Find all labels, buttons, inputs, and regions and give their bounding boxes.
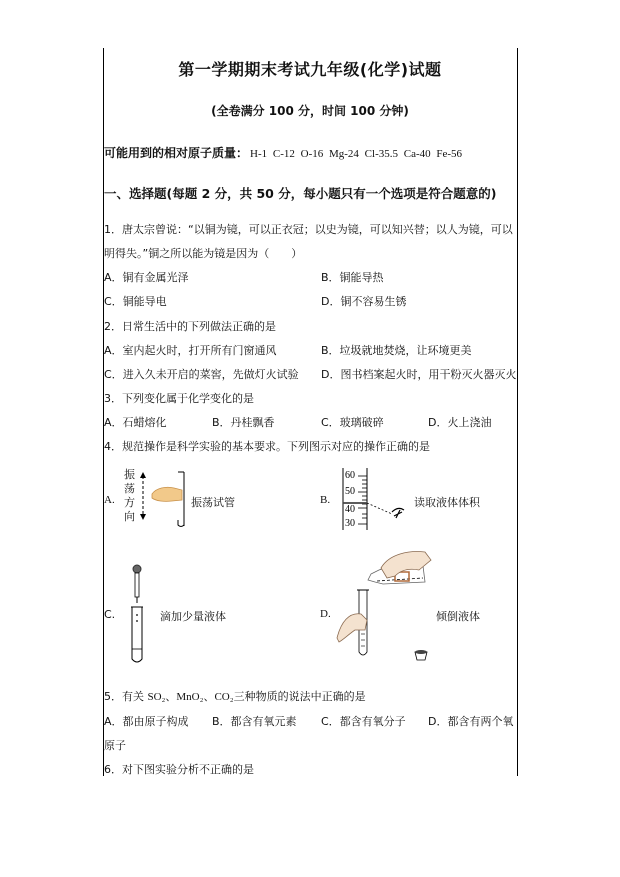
question-text: 对下图实验分析不正确的是 bbox=[122, 763, 254, 776]
q1-option-a bbox=[104, 269, 189, 285]
option-text: 丹桂飘香 bbox=[230, 416, 275, 429]
q2-option-d bbox=[321, 366, 516, 382]
question-1 bbox=[104, 221, 513, 237]
note-char: 振 bbox=[124, 468, 135, 481]
question-number: 4． bbox=[104, 440, 122, 453]
option-text: 都由原子构成 bbox=[122, 715, 189, 728]
option-text: 铜不容易生锈 bbox=[340, 295, 407, 308]
note-char: 荡 bbox=[124, 482, 135, 495]
shake-test-tube-figure bbox=[138, 470, 188, 530]
question-text: 日常生活中的下列做法正确的是 bbox=[122, 320, 276, 333]
option-key: B． bbox=[321, 271, 340, 284]
right-margin-line bbox=[517, 48, 518, 776]
question-text-post: 三种物质的说法中正确的是 bbox=[233, 690, 366, 703]
q3-option-c bbox=[321, 414, 384, 430]
option-key: D． bbox=[321, 295, 341, 308]
question-number: 2． bbox=[104, 320, 122, 333]
q4-option-d-label: 倾倒液体 bbox=[436, 610, 480, 623]
option-key: D． bbox=[428, 715, 448, 728]
option-key: C． bbox=[321, 416, 340, 429]
question-3 bbox=[104, 390, 254, 406]
option-text: 玻璃破碎 bbox=[339, 416, 384, 429]
option-key: A． bbox=[104, 715, 123, 728]
option-key: D． bbox=[428, 416, 448, 429]
question-text: 下列变化属于化学变化的是 bbox=[122, 392, 254, 405]
q5-option-d-wrap: 原子 bbox=[104, 739, 126, 752]
question-number: 5． bbox=[104, 690, 122, 703]
option-key: A． bbox=[104, 271, 123, 284]
question-1-line2: 明得失。”铜之所以能为镜是因为（ ） bbox=[104, 247, 303, 260]
question-text: 唐太宗曾说：“以铜为镜，可以正衣冠；以史为镜，可以知兴替；以人为镜，可以 bbox=[122, 223, 513, 236]
page-title: 第一学期期末考试九年级(化学)试题 bbox=[178, 60, 442, 79]
option-key: D． bbox=[321, 368, 341, 381]
option-text: 进入久未开启的菜窖，先做灯火试验 bbox=[122, 368, 299, 381]
option-key: A． bbox=[104, 416, 123, 429]
shake-direction-label bbox=[124, 468, 138, 524]
option-key: C． bbox=[104, 368, 123, 381]
svg-text:50: 50 bbox=[345, 486, 355, 497]
q5-option-d bbox=[428, 713, 513, 729]
note-char: 方 bbox=[124, 496, 135, 509]
option-text: 石蜡熔化 bbox=[122, 416, 167, 429]
q3-option-a bbox=[104, 414, 167, 430]
question-4 bbox=[104, 438, 430, 454]
svg-text:60: 60 bbox=[345, 470, 355, 481]
q4-option-d-key: D. bbox=[320, 608, 331, 620]
question-6 bbox=[104, 761, 254, 777]
option-key: A． bbox=[104, 344, 123, 357]
page-subtitle: (全卷满分 100 分，时间 100 分钟) bbox=[211, 104, 409, 118]
question-number: 6． bbox=[104, 763, 122, 776]
dropper-test-tube-figure bbox=[128, 563, 148, 668]
option-key: C． bbox=[321, 715, 340, 728]
option-text: 铜能导电 bbox=[122, 295, 167, 308]
atomic-mass-values: H-1 C-12 O-16 Mg-24 Cl-35.5 Ca-40 Fe-56 bbox=[250, 148, 463, 160]
question-text-pre: 有关 bbox=[122, 690, 148, 703]
q3-option-b bbox=[212, 414, 275, 430]
option-text: 室内起火时，打开所有门窗通风 bbox=[122, 344, 277, 357]
graduated-cylinder-reading-figure bbox=[340, 468, 415, 530]
option-text: 火上浇油 bbox=[447, 416, 492, 429]
question-5: 5．有关 SO₂、MnO₂、CO₂三种物质的说法中正确的是 bbox=[104, 690, 366, 703]
q3-option-d bbox=[428, 414, 491, 430]
q4-option-c-key: C. bbox=[104, 608, 116, 621]
q4-option-b-key: B. bbox=[320, 494, 331, 506]
option-text: 图书档案起火时，用干粉灭火器灭火 bbox=[340, 368, 517, 381]
q1-option-b bbox=[321, 269, 384, 285]
option-key: C． bbox=[104, 295, 123, 308]
formula: MnO₂ bbox=[176, 691, 204, 703]
q4-option-a-key: A. bbox=[104, 494, 115, 506]
q2-option-a bbox=[104, 342, 277, 358]
q5-option-a bbox=[104, 713, 189, 729]
note-char: 向 bbox=[124, 510, 135, 523]
atomic-mass-label: 可能用到的相对原子质量： bbox=[104, 146, 249, 160]
svg-text:30: 30 bbox=[345, 518, 355, 529]
q1-option-c bbox=[104, 293, 167, 309]
question-number: 1． bbox=[104, 223, 122, 236]
option-key: B． bbox=[212, 416, 231, 429]
q5-option-b bbox=[212, 713, 297, 729]
option-text: 铜能导热 bbox=[339, 271, 384, 284]
option-key: B． bbox=[321, 344, 340, 357]
q4-option-b-label: 读取液体体积 bbox=[414, 496, 480, 509]
svg-text:40: 40 bbox=[345, 504, 355, 515]
q4-option-a-label: 振荡试管 bbox=[191, 496, 235, 509]
option-text: 铜有金属光泽 bbox=[122, 271, 189, 284]
option-text: 都含有两个氧 bbox=[447, 715, 514, 728]
section-heading: 一、选择题(每题 2 分，共 50 分，每小题只有一个选项是符合题意的) bbox=[104, 186, 497, 201]
option-text: 都含有氧分子 bbox=[339, 715, 406, 728]
option-text: 都含有氧元素 bbox=[230, 715, 297, 728]
q5-option-c bbox=[321, 713, 406, 729]
pouring-liquid-figure bbox=[335, 548, 435, 666]
option-text: 垃圾就地焚烧，让环境更美 bbox=[339, 344, 472, 357]
question-number: 3． bbox=[104, 392, 122, 405]
formula: SO₂ bbox=[147, 691, 166, 703]
formula: CO₂ bbox=[214, 691, 234, 703]
question-text: 规范操作是科学实验的基本要求。下列图示对应的操作正确的是 bbox=[122, 440, 430, 453]
question-2 bbox=[104, 318, 276, 334]
q2-option-b bbox=[321, 342, 472, 358]
q4-option-c-label: 滴加少量液体 bbox=[160, 610, 226, 623]
option-key: B． bbox=[212, 715, 231, 728]
atomic-mass-line bbox=[104, 144, 462, 161]
q1-option-d bbox=[321, 293, 406, 309]
q2-option-c bbox=[104, 366, 299, 382]
